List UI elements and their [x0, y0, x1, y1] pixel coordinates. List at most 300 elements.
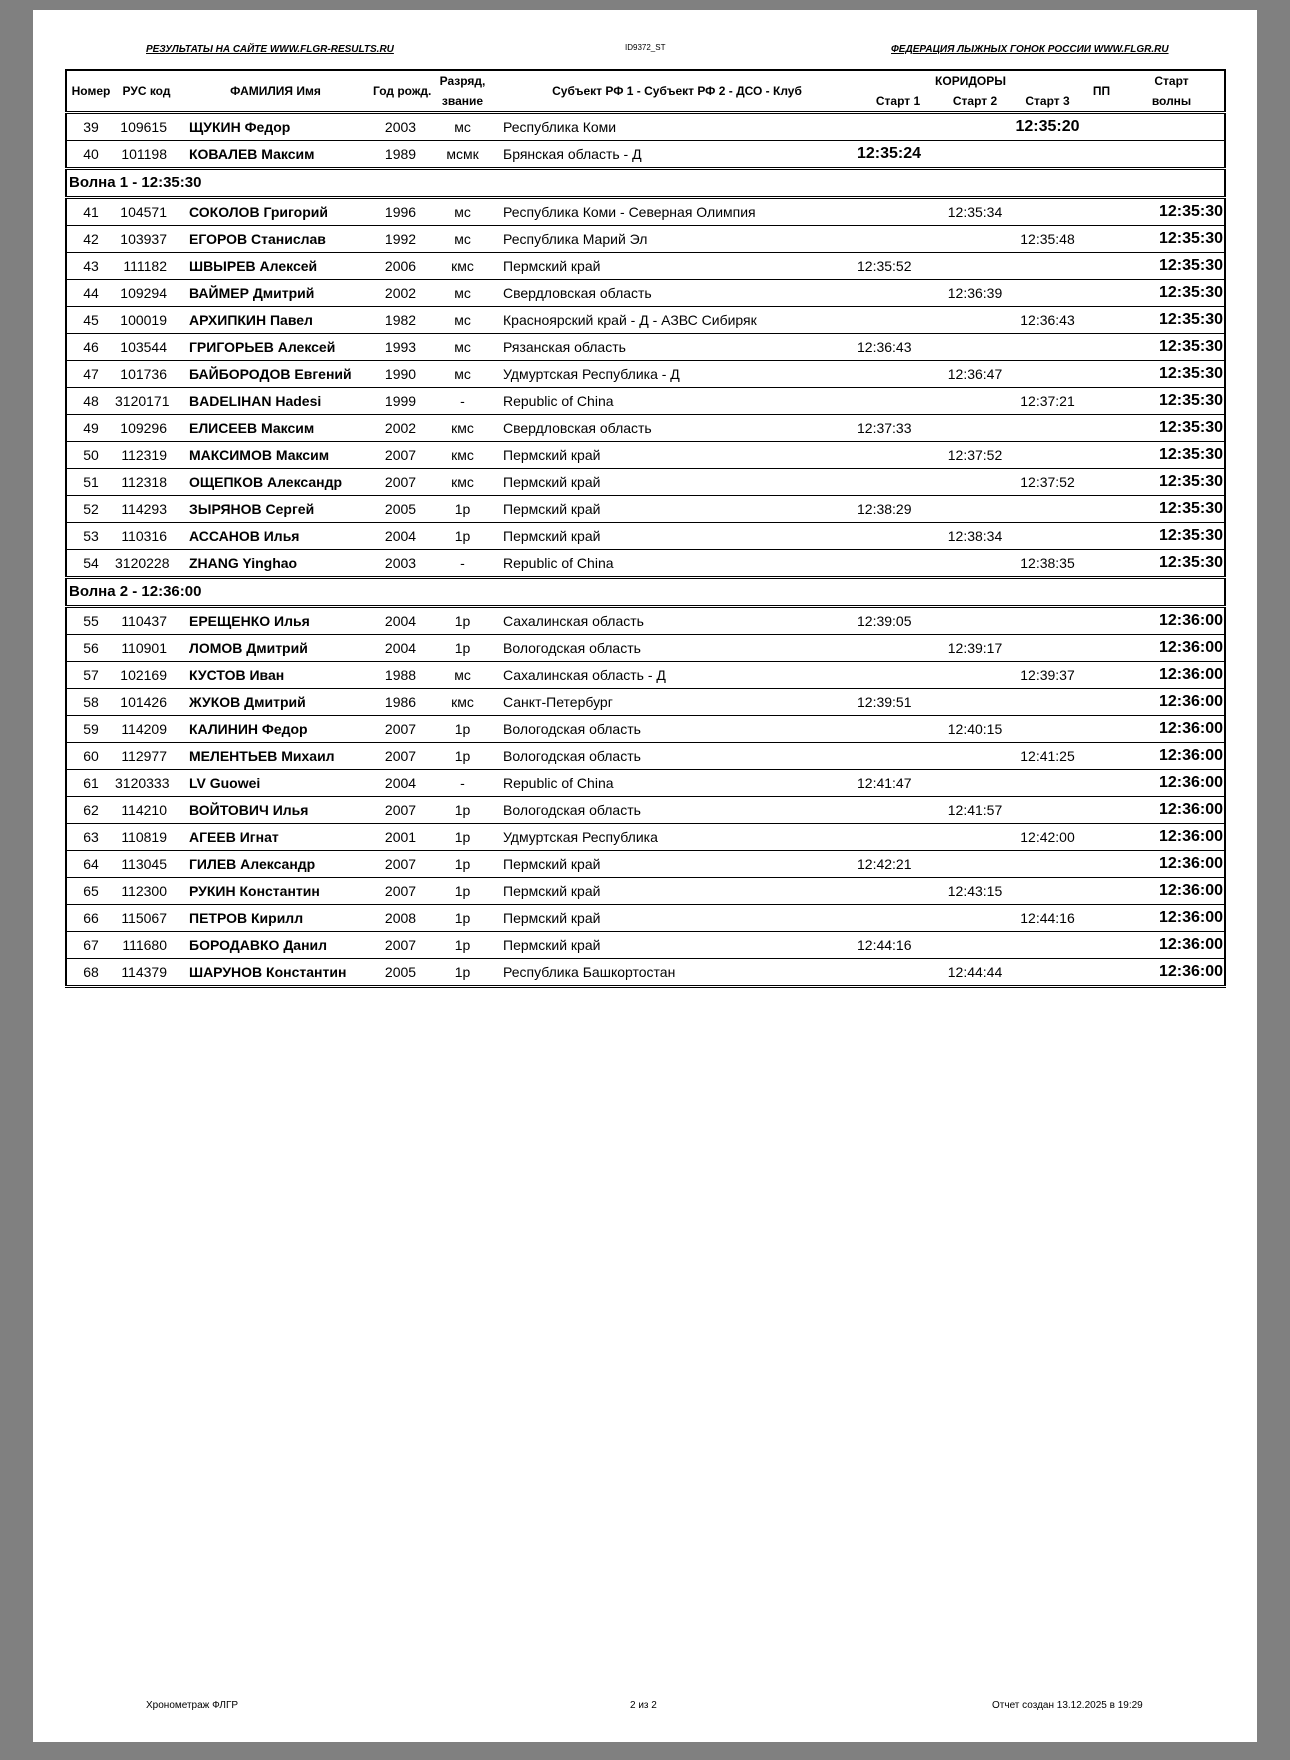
- cell-start3: 12:44:16: [1011, 905, 1084, 932]
- cell-start3: [1011, 280, 1084, 307]
- cell-wave-start: 12:36:00: [1119, 878, 1225, 905]
- start-list-table: [65, 69, 1226, 988]
- cell-birth-year: 1982: [373, 307, 428, 334]
- cell-birth-year: 1996: [373, 198, 428, 226]
- cell-rank: 1р: [428, 905, 497, 932]
- cell-start1: 12:35:52: [857, 253, 939, 280]
- table-row: [66, 905, 1225, 932]
- cell-region: Вологодская область: [497, 797, 857, 824]
- cell-start2: 12:43:15: [939, 878, 1011, 905]
- cell-rank: мс: [428, 113, 497, 141]
- cell-birth-year: 1999: [373, 388, 428, 415]
- cell-name: ВОЙТОВИЧ Илья: [178, 797, 373, 824]
- cell-rank: 1р: [428, 635, 497, 662]
- cell-start3: [1011, 689, 1084, 716]
- cell-start1: [857, 113, 939, 141]
- cell-rank: -: [428, 550, 497, 578]
- cell-rus-code: 100019: [115, 307, 178, 334]
- cell-start2: 12:36:39: [939, 280, 1011, 307]
- cell-birth-year: 2007: [373, 442, 428, 469]
- cell-rus-code: 110316: [115, 523, 178, 550]
- cell-birth-year: 1989: [373, 141, 428, 169]
- cell-rus-code: 111680: [115, 932, 178, 959]
- cell-rus-code: 113045: [115, 851, 178, 878]
- cell-start3: 12:41:25: [1011, 743, 1084, 770]
- cell-rus-code: 110901: [115, 635, 178, 662]
- cell-start2: 12:37:52: [939, 442, 1011, 469]
- cell-birth-year: 1986: [373, 689, 428, 716]
- cell-number: 59: [66, 716, 115, 743]
- cell-rus-code: 110437: [115, 607, 178, 635]
- cell-pp: [1084, 334, 1119, 361]
- cell-name: ОЩЕПКОВ Александр: [178, 469, 373, 496]
- cell-rus-code: 112318: [115, 469, 178, 496]
- table-row: [66, 743, 1225, 770]
- cell-pp: [1084, 905, 1119, 932]
- col-wave-start-line2: волны: [1151, 94, 1192, 108]
- cell-region: Пермский край: [497, 253, 857, 280]
- cell-birth-year: 2006: [373, 253, 428, 280]
- cell-wave-start: 12:35:30: [1119, 226, 1225, 253]
- wave-title: Волна 1 - 12:35:30: [66, 169, 1225, 198]
- cell-pp: [1084, 550, 1119, 578]
- table-row: [66, 607, 1225, 635]
- cell-start2: 12:40:15: [939, 716, 1011, 743]
- cell-region: Санкт-Петербург: [497, 689, 857, 716]
- table-row: [66, 361, 1225, 388]
- cell-start1: [857, 824, 939, 851]
- cell-number: 66: [66, 905, 115, 932]
- cell-birth-year: 2002: [373, 415, 428, 442]
- cell-wave-start: 12:36:00: [1119, 959, 1225, 987]
- cell-start1: [857, 797, 939, 824]
- cell-rank: кмс: [428, 415, 497, 442]
- cell-start3: 12:37:21: [1011, 388, 1084, 415]
- cell-pp: [1084, 824, 1119, 851]
- cell-wave-start: 12:36:00: [1119, 770, 1225, 797]
- cell-pp: [1084, 141, 1119, 169]
- cell-birth-year: 2004: [373, 523, 428, 550]
- cell-wave-start: 12:36:00: [1119, 662, 1225, 689]
- cell-name: ЗЫРЯНОВ Сергей: [178, 496, 373, 523]
- cell-birth-year: 2007: [373, 851, 428, 878]
- cell-number: 44: [66, 280, 115, 307]
- cell-rus-code: 104571: [115, 198, 178, 226]
- cell-rus-code: 3120228: [115, 550, 178, 578]
- cell-wave-start: 12:35:30: [1119, 307, 1225, 334]
- cell-number: 50: [66, 442, 115, 469]
- cell-name: МЕЛЕНТЬЕВ Михаил: [178, 743, 373, 770]
- cell-pp: [1084, 716, 1119, 743]
- cell-start1: [857, 905, 939, 932]
- cell-wave-start: 12:36:00: [1119, 905, 1225, 932]
- cell-region: Сахалинская область: [497, 607, 857, 635]
- cell-rus-code: 101736: [115, 361, 178, 388]
- cell-name: ПЕТРОВ Кирилл: [178, 905, 373, 932]
- cell-number: 64: [66, 851, 115, 878]
- cell-region: Republic of China: [497, 550, 857, 578]
- cell-rus-code: 101426: [115, 689, 178, 716]
- cell-rank: 1р: [428, 932, 497, 959]
- cell-start1: [857, 280, 939, 307]
- cell-pp: [1084, 743, 1119, 770]
- cell-start2: [939, 851, 1011, 878]
- cell-rus-code: 112977: [115, 743, 178, 770]
- cell-start1: [857, 635, 939, 662]
- table-row: [66, 797, 1225, 824]
- cell-wave-start: 12:35:30: [1119, 496, 1225, 523]
- cell-rank: мс: [428, 334, 497, 361]
- table-row: [66, 662, 1225, 689]
- table-row: [66, 141, 1225, 169]
- table-row: [66, 689, 1225, 716]
- cell-number: 42: [66, 226, 115, 253]
- cell-number: 60: [66, 743, 115, 770]
- cell-name: ЛОМОВ Дмитрий: [178, 635, 373, 662]
- cell-rus-code: 112319: [115, 442, 178, 469]
- cell-rus-code: 111182: [115, 253, 178, 280]
- wave-title: Волна 2 - 12:36:00: [66, 578, 1225, 607]
- cell-pp: [1084, 797, 1119, 824]
- cell-pp: [1084, 226, 1119, 253]
- cell-start1: [857, 959, 939, 987]
- cell-rank: мс: [428, 226, 497, 253]
- table-row: [66, 415, 1225, 442]
- cell-name: ЖУКОВ Дмитрий: [178, 689, 373, 716]
- cell-birth-year: 2007: [373, 716, 428, 743]
- cell-number: 65: [66, 878, 115, 905]
- cell-start3: 12:37:52: [1011, 469, 1084, 496]
- cell-start1: [857, 662, 939, 689]
- col-start1: Старт 1: [875, 94, 921, 108]
- cell-start2: [939, 662, 1011, 689]
- cell-rank: 1р: [428, 824, 497, 851]
- cell-rus-code: 112300: [115, 878, 178, 905]
- cell-number: 53: [66, 523, 115, 550]
- cell-start1: [857, 442, 939, 469]
- cell-number: 40: [66, 141, 115, 169]
- cell-region: Свердловская область: [497, 415, 857, 442]
- table-row: [66, 959, 1225, 987]
- cell-rus-code: 3120171: [115, 388, 178, 415]
- cell-name: ЕГОРОВ Станислав: [178, 226, 373, 253]
- cell-region: Рязанская область: [497, 334, 857, 361]
- cell-birth-year: 2003: [373, 113, 428, 141]
- cell-region: Пермский край: [497, 878, 857, 905]
- cell-name: РУКИН Константин: [178, 878, 373, 905]
- col-pp: ПП: [1092, 84, 1111, 98]
- table-row: [66, 442, 1225, 469]
- cell-rank: кмс: [428, 469, 497, 496]
- cell-start2: 12:36:47: [939, 361, 1011, 388]
- cell-birth-year: 1988: [373, 662, 428, 689]
- cell-start1: 12:35:24: [857, 141, 939, 169]
- cell-rank: мс: [428, 662, 497, 689]
- cell-birth-year: 2007: [373, 797, 428, 824]
- cell-start3: [1011, 607, 1084, 635]
- cell-pp: [1084, 689, 1119, 716]
- table-row: [66, 469, 1225, 496]
- cell-wave-start: 12:36:00: [1119, 635, 1225, 662]
- cell-birth-year: 2005: [373, 959, 428, 987]
- cell-rus-code: 114209: [115, 716, 178, 743]
- cell-number: 63: [66, 824, 115, 851]
- cell-name: АССАНОВ Илья: [178, 523, 373, 550]
- cell-region: Вологодская область: [497, 743, 857, 770]
- cell-start3: [1011, 770, 1084, 797]
- cell-number: 45: [66, 307, 115, 334]
- cell-start1: 12:42:21: [857, 851, 939, 878]
- cell-region: Свердловская область: [497, 280, 857, 307]
- cell-rank: мс: [428, 280, 497, 307]
- cell-region: Пермский край: [497, 469, 857, 496]
- cell-start3: [1011, 496, 1084, 523]
- results-site-link[interactable]: РЕЗУЛЬТАТЫ НА САЙТЕ WWW.FLGR-RESULTS.RU: [146, 44, 394, 55]
- cell-rus-code: 3120333: [115, 770, 178, 797]
- cell-number: 55: [66, 607, 115, 635]
- table-row: [66, 824, 1225, 851]
- cell-number: 68: [66, 959, 115, 987]
- cell-name: ВАЙМЕР Дмитрий: [178, 280, 373, 307]
- cell-pp: [1084, 932, 1119, 959]
- cell-start3: [1011, 851, 1084, 878]
- cell-name: АГЕЕВ Игнат: [178, 824, 373, 851]
- cell-rus-code: 110819: [115, 824, 178, 851]
- cell-start1: [857, 307, 939, 334]
- cell-start2: 12:41:57: [939, 797, 1011, 824]
- document-page: [33, 10, 1257, 1742]
- col-wave-start-line1: Старт: [1154, 74, 1189, 88]
- cell-start2: [939, 824, 1011, 851]
- table-row: [66, 932, 1225, 959]
- cell-rus-code: 115067: [115, 905, 178, 932]
- cell-number: 67: [66, 932, 115, 959]
- table-row: [66, 878, 1225, 905]
- cell-region: Пермский край: [497, 932, 857, 959]
- cell-rank: -: [428, 770, 497, 797]
- cell-rank: кмс: [428, 253, 497, 280]
- cell-rus-code: 101198: [115, 141, 178, 169]
- cell-start2: [939, 689, 1011, 716]
- cell-rank: 1р: [428, 523, 497, 550]
- cell-birth-year: 2007: [373, 743, 428, 770]
- table-row: [66, 307, 1225, 334]
- cell-start1: 12:39:05: [857, 607, 939, 635]
- cell-name: АРХИПКИН Павел: [178, 307, 373, 334]
- cell-wave-start: 12:35:30: [1119, 523, 1225, 550]
- cell-region: Удмуртская Республика - Д: [497, 361, 857, 388]
- cell-birth-year: 2001: [373, 824, 428, 851]
- cell-start1: 12:36:43: [857, 334, 939, 361]
- cell-start2: [939, 469, 1011, 496]
- cell-start3: [1011, 334, 1084, 361]
- cell-start1: 12:39:51: [857, 689, 939, 716]
- cell-start2: [939, 770, 1011, 797]
- cell-start3: 12:35:20: [1011, 113, 1084, 141]
- cell-rus-code: 103937: [115, 226, 178, 253]
- cell-name: ЩУКИН Федор: [178, 113, 373, 141]
- cell-start2: 12:38:34: [939, 523, 1011, 550]
- cell-birth-year: 2004: [373, 607, 428, 635]
- cell-wave-start: 12:35:30: [1119, 361, 1225, 388]
- cell-name: ГРИГОРЬЕВ Алексей: [178, 334, 373, 361]
- col-birth-year: Год рожд.: [373, 84, 432, 98]
- cell-region: Удмуртская Республика: [497, 824, 857, 851]
- cell-start1: [857, 361, 939, 388]
- cell-name: ЕЛИСЕЕВ Максим: [178, 415, 373, 442]
- cell-start3: 12:35:48: [1011, 226, 1084, 253]
- cell-start2: 12:39:17: [939, 635, 1011, 662]
- cell-number: 49: [66, 415, 115, 442]
- federation-site-link[interactable]: ФЕДЕРАЦИЯ ЛЫЖНЫХ ГОНОК РОССИИ WWW.FLGR.RU: [891, 44, 1169, 55]
- cell-start2: [939, 253, 1011, 280]
- table-row: [66, 334, 1225, 361]
- cell-wave-start: 12:36:00: [1119, 797, 1225, 824]
- cell-start3: 12:39:37: [1011, 662, 1084, 689]
- cell-rank: мсмк: [428, 141, 497, 169]
- col-region: Субъект РФ 1 - Субъект РФ 2 - ДСО - Клуб: [552, 84, 802, 98]
- cell-wave-start: 12:36:00: [1119, 851, 1225, 878]
- cell-start2: [939, 607, 1011, 635]
- cell-rus-code: 103544: [115, 334, 178, 361]
- cell-start2: [939, 743, 1011, 770]
- cell-region: Сахалинская область - Д: [497, 662, 857, 689]
- cell-region: Вологодская область: [497, 716, 857, 743]
- cell-pp: [1084, 523, 1119, 550]
- cell-start1: 12:37:33: [857, 415, 939, 442]
- cell-start3: [1011, 141, 1084, 169]
- cell-rank: 1р: [428, 496, 497, 523]
- cell-rus-code: 102169: [115, 662, 178, 689]
- cell-pp: [1084, 851, 1119, 878]
- cell-region: Республика Марий Эл: [497, 226, 857, 253]
- cell-birth-year: 2003: [373, 550, 428, 578]
- cell-start1: 12:44:16: [857, 932, 939, 959]
- cell-rank: 1р: [428, 743, 497, 770]
- cell-start2: [939, 932, 1011, 959]
- cell-pp: [1084, 415, 1119, 442]
- wave-header-row: [66, 578, 1225, 607]
- cell-start2: [939, 905, 1011, 932]
- cell-start3: 12:36:43: [1011, 307, 1084, 334]
- cell-start3: 12:38:35: [1011, 550, 1084, 578]
- cell-pp: [1084, 442, 1119, 469]
- cell-rank: 1р: [428, 878, 497, 905]
- cell-wave-start: 12:36:00: [1119, 743, 1225, 770]
- cell-region: Брянская область - Д: [497, 141, 857, 169]
- cell-wave-start: 12:35:30: [1119, 334, 1225, 361]
- cell-birth-year: 2004: [373, 635, 428, 662]
- cell-pp: [1084, 496, 1119, 523]
- cell-name: КАЛИНИН Федор: [178, 716, 373, 743]
- cell-region: Республика Коми - Северная Олимпия: [497, 198, 857, 226]
- cell-start3: [1011, 415, 1084, 442]
- cell-wave-start: 12:35:30: [1119, 388, 1225, 415]
- cell-region: Вологодская область: [497, 635, 857, 662]
- cell-pp: [1084, 662, 1119, 689]
- cell-wave-start: 12:35:30: [1119, 253, 1225, 280]
- cell-name: МАКСИМОВ Максим: [178, 442, 373, 469]
- cell-start3: [1011, 442, 1084, 469]
- table-row: [66, 716, 1225, 743]
- cell-name: ЕРЕЩЕНКО Илья: [178, 607, 373, 635]
- cell-pp: [1084, 469, 1119, 496]
- col-name: ФАМИЛИЯ Имя: [230, 84, 321, 98]
- cell-start1: 12:38:29: [857, 496, 939, 523]
- cell-region: Пермский край: [497, 442, 857, 469]
- cell-start2: [939, 415, 1011, 442]
- col-rank-line1: Разряд,: [439, 74, 486, 88]
- cell-birth-year: 2007: [373, 469, 428, 496]
- cell-name: ZHANG Yinghao: [178, 550, 373, 578]
- cell-pp: [1084, 113, 1119, 141]
- document-id: ID9372_ST: [625, 43, 666, 52]
- cell-start3: 12:42:00: [1011, 824, 1084, 851]
- cell-region: Пермский край: [497, 523, 857, 550]
- cell-pp: [1084, 198, 1119, 226]
- cell-name: ШВЫРЕВ Алексей: [178, 253, 373, 280]
- cell-number: 46: [66, 334, 115, 361]
- cell-pp: [1084, 959, 1119, 987]
- cell-number: 56: [66, 635, 115, 662]
- cell-start1: [857, 469, 939, 496]
- cell-start3: [1011, 635, 1084, 662]
- cell-wave-start: 12:36:00: [1119, 716, 1225, 743]
- cell-start3: [1011, 878, 1084, 905]
- cell-name: ГИЛЕВ Александр: [178, 851, 373, 878]
- cell-rank: 1р: [428, 716, 497, 743]
- cell-region: Republic of China: [497, 388, 857, 415]
- cell-start3: [1011, 198, 1084, 226]
- cell-rus-code: 114379: [115, 959, 178, 987]
- cell-birth-year: 2007: [373, 878, 428, 905]
- col-corridors: КОРИДОРЫ: [935, 74, 1006, 88]
- wave-header-row: [66, 169, 1225, 198]
- cell-start2: 12:44:44: [939, 959, 1011, 987]
- table-row: [66, 198, 1225, 226]
- cell-start2: [939, 550, 1011, 578]
- cell-pp: [1084, 307, 1119, 334]
- cell-birth-year: 1992: [373, 226, 428, 253]
- table-row: [66, 496, 1225, 523]
- cell-rus-code: 109294: [115, 280, 178, 307]
- cell-start1: [857, 743, 939, 770]
- cell-number: 57: [66, 662, 115, 689]
- table-body: [66, 113, 1225, 987]
- cell-wave-start: 12:35:30: [1119, 442, 1225, 469]
- cell-rank: мс: [428, 361, 497, 388]
- cell-birth-year: 1990: [373, 361, 428, 388]
- cell-number: 58: [66, 689, 115, 716]
- table-row: [66, 226, 1225, 253]
- cell-start3: [1011, 716, 1084, 743]
- cell-start1: [857, 198, 939, 226]
- cell-wave-start: 12:35:30: [1119, 469, 1225, 496]
- cell-birth-year: 2008: [373, 905, 428, 932]
- cell-region: Пермский край: [497, 905, 857, 932]
- table-row: [66, 851, 1225, 878]
- cell-start1: [857, 523, 939, 550]
- cell-wave-start: 12:35:30: [1119, 280, 1225, 307]
- cell-wave-start: 12:36:00: [1119, 824, 1225, 851]
- cell-rank: -: [428, 388, 497, 415]
- cell-number: 61: [66, 770, 115, 797]
- table-row: [66, 253, 1225, 280]
- col-start2: Старт 2: [952, 94, 998, 108]
- cell-pp: [1084, 770, 1119, 797]
- cell-name: КУСТОВ Иван: [178, 662, 373, 689]
- cell-birth-year: 1993: [373, 334, 428, 361]
